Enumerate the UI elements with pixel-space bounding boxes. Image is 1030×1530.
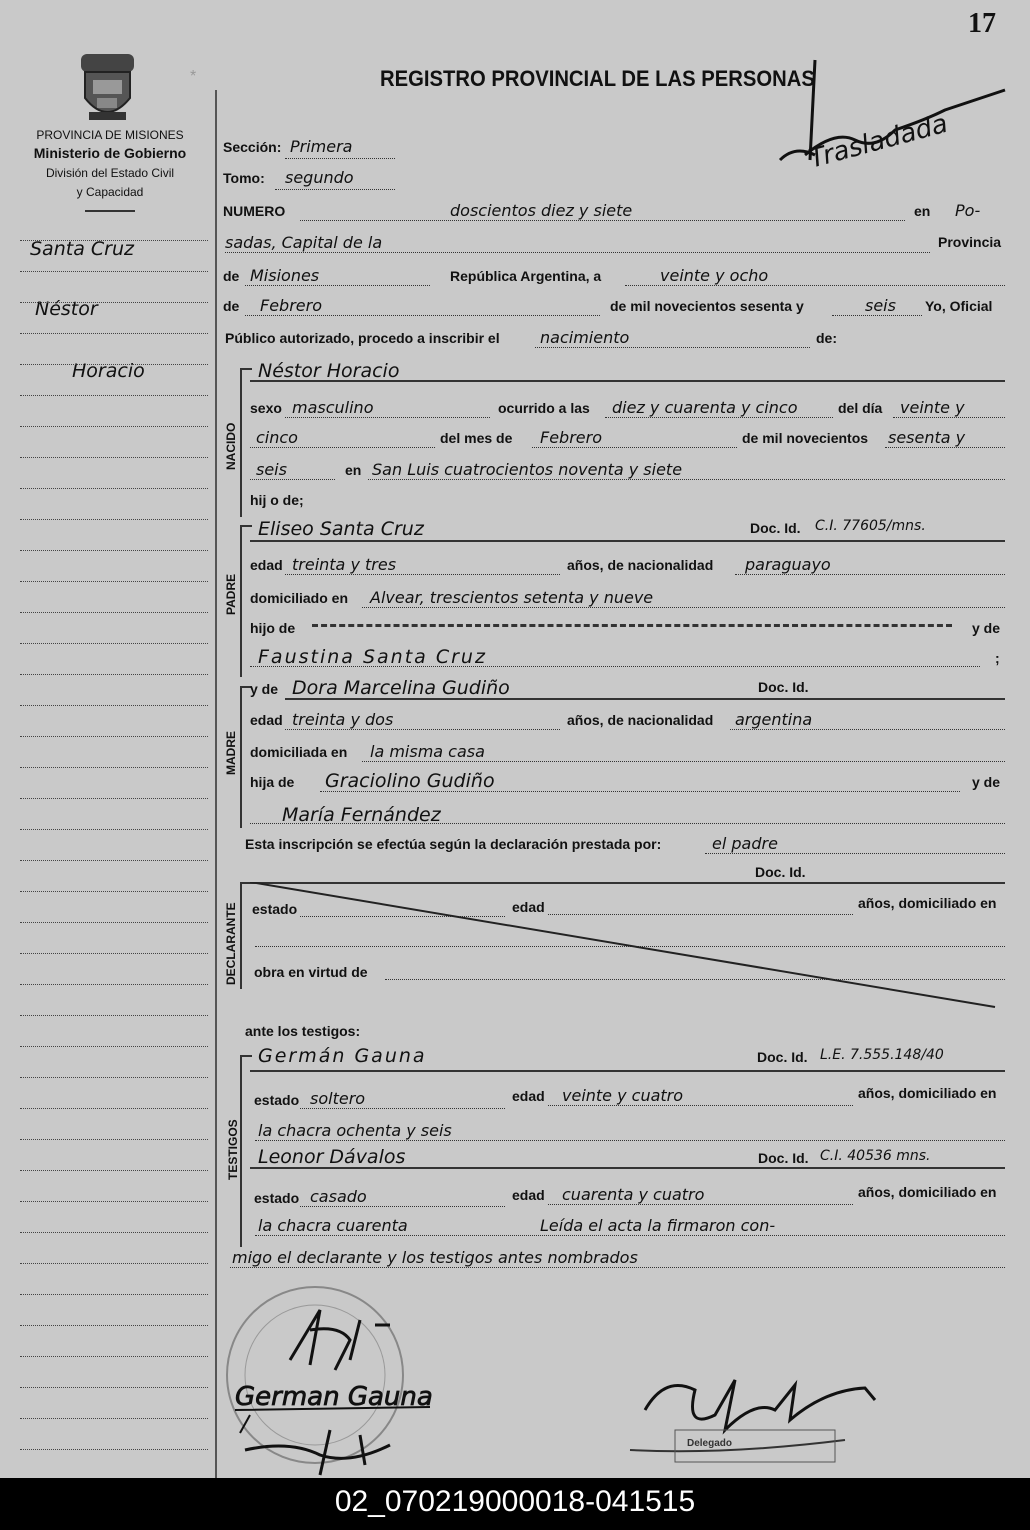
margin-rule xyxy=(20,1449,208,1450)
value-mes: Febrero xyxy=(540,428,602,447)
label-dom-madre: domiciliada en xyxy=(250,744,348,760)
margin-rule xyxy=(20,643,208,644)
footer-id: 02_070219000018-041515 xyxy=(0,1478,1030,1530)
label-sexo: sexo xyxy=(250,400,282,416)
value-fecha-mes: Febrero xyxy=(260,296,322,315)
margin-rule xyxy=(20,922,208,923)
label-yo-oficial: Yo, Oficial xyxy=(925,298,993,314)
label-tomo: Tomo: xyxy=(223,170,265,186)
label-republica: República Argentina, a xyxy=(450,268,602,284)
margin-rule xyxy=(20,1294,208,1295)
value-tomo: segundo xyxy=(285,168,354,187)
margin-rule xyxy=(20,767,208,768)
margin-rule xyxy=(20,1139,208,1140)
label-hija-de: hija de xyxy=(250,774,295,790)
margin-rule xyxy=(20,271,208,272)
margin-rule xyxy=(20,891,208,892)
value-nombre: Néstor Horacio xyxy=(258,360,400,382)
label-domiciliado-t2: años, domiciliado en xyxy=(858,1184,997,1200)
line xyxy=(285,698,1005,700)
line xyxy=(362,607,1005,608)
margin-rule xyxy=(20,1015,208,1016)
line xyxy=(548,1105,853,1106)
label-doc-declarante: Doc. Id. xyxy=(755,864,806,880)
margin-name-1: Néstor xyxy=(35,298,98,320)
line xyxy=(285,729,560,730)
line xyxy=(285,417,490,418)
value-padre-doc: C.I. 77605/mns. xyxy=(815,518,926,534)
margin-name-2: Horacio xyxy=(72,360,145,382)
line xyxy=(730,729,1005,730)
line xyxy=(300,1206,505,1207)
value-madre-edad: treinta y dos xyxy=(292,710,394,729)
value-cierre-2: migo el declarante y los testigos antes nombrados xyxy=(232,1248,638,1267)
margin-rule xyxy=(20,1356,208,1357)
value-madre-dom: la misma casa xyxy=(370,742,485,761)
line xyxy=(250,540,1005,542)
label-doc-madre: Doc. Id. xyxy=(758,679,809,695)
value-cierre-1: Leída el acta la firmaron con- xyxy=(540,1216,776,1235)
label-provincia: Provincia xyxy=(938,234,1002,250)
label-del-dia: del día xyxy=(838,400,883,416)
label-edad-padre: edad xyxy=(250,557,283,573)
margin-rule xyxy=(20,1418,208,1419)
value-lugar-nac: San Luis cuatrocientos noventa y siete xyxy=(372,460,683,479)
value-fecha-dia: veinte y ocho xyxy=(660,266,769,285)
label-estado-t2: estado xyxy=(254,1190,300,1206)
label-nac-padre: años, de nacionalidad xyxy=(567,557,714,573)
value-testigo2-estado: casado xyxy=(310,1187,367,1206)
value-testigo1-doc: L.E. 7.555.148/40 xyxy=(820,1047,944,1063)
label-de-mil-nov: de mil novecientos xyxy=(742,430,869,446)
section-nacido: NACIDO xyxy=(224,422,238,470)
label-obra: obra en virtud de xyxy=(254,964,368,980)
header-division: División del Estado Civil xyxy=(45,166,175,180)
margin-rule xyxy=(20,457,208,458)
label-semicolon: ; xyxy=(995,650,1000,666)
margin-rule xyxy=(20,240,208,241)
margin-rule xyxy=(20,395,208,396)
line xyxy=(250,1167,1005,1169)
value-en: Po- xyxy=(955,201,981,220)
header-ministry: Ministerio de Gobierno xyxy=(33,145,187,161)
value-madre-padre: Graciolino Gudiño xyxy=(325,770,495,792)
margin-rule xyxy=(20,1232,208,1233)
label-doc-testigo2: Doc. Id. xyxy=(758,1150,809,1166)
margin-stamp-text: Trasladada xyxy=(805,108,951,175)
label-publico: Público autorizado, procedo a inscribir el xyxy=(225,330,500,346)
line xyxy=(285,574,560,575)
value-padre-madre: Faustina Santa Cruz xyxy=(258,646,487,668)
margin-rule xyxy=(20,1077,208,1078)
margin-rule xyxy=(20,426,208,427)
label-en: en xyxy=(914,203,931,219)
line xyxy=(885,447,1005,448)
line xyxy=(250,447,435,448)
margin-rule xyxy=(20,953,208,954)
stamp-label: Delegado xyxy=(687,1438,733,1449)
line xyxy=(300,1108,505,1109)
faded-bleedthrough: * xyxy=(190,68,228,85)
label-en-lugar: en xyxy=(345,462,362,478)
label-doc-padre: Doc. Id. xyxy=(750,520,801,536)
margin-rule xyxy=(20,798,208,799)
label-seccion: Sección: xyxy=(223,139,282,155)
label-numero: NUMERO xyxy=(223,203,286,219)
line xyxy=(368,479,1005,480)
struck-line xyxy=(312,624,952,627)
label-edad-t1: edad xyxy=(512,1088,545,1104)
value-testigo2: Leonor Dávalos xyxy=(258,1146,406,1168)
signature-testigo2 xyxy=(240,1425,400,1478)
value-testigo2-doc: C.I. 40536 mns. xyxy=(820,1148,931,1164)
value-testigo1-edad: veinte y cuatro xyxy=(562,1086,684,1105)
line xyxy=(275,189,395,190)
signature-oficial xyxy=(625,1360,895,1470)
margin-rule xyxy=(20,581,208,582)
header-province: PROVINCIA DE MISIONES xyxy=(36,128,184,142)
value-padre-nombre: Eliseo Santa Cruz xyxy=(258,518,424,540)
label-estado-t1: estado xyxy=(254,1092,300,1108)
value-padre-nac: paraguayo xyxy=(745,555,831,574)
line xyxy=(705,853,1005,854)
line xyxy=(250,1070,1005,1072)
margin-rule xyxy=(20,860,208,861)
margin-stamp-trasladada xyxy=(775,40,1015,180)
value-madre-nombre: Dora Marcelina Gudiño xyxy=(292,677,510,699)
value-acto: nacimiento xyxy=(540,328,630,347)
label-nac-madre: años, de nacionalidad xyxy=(567,712,714,728)
line xyxy=(535,347,810,348)
label-hij-de: hij o de; xyxy=(250,492,304,508)
provincial-crest-icon xyxy=(75,50,140,128)
label-hijo-de: hijo de xyxy=(250,620,296,636)
margin-rule xyxy=(20,1387,208,1388)
section-testigos: TESTIGOS xyxy=(226,1119,240,1180)
line xyxy=(250,666,980,667)
margin-rule xyxy=(20,550,208,551)
value-testigo2-edad: cuarenta y cuatro xyxy=(562,1185,705,1204)
value-padre-dom: Alvear, trescientos setenta y nueve xyxy=(370,588,654,607)
label-edad-t2: edad xyxy=(512,1187,545,1203)
line xyxy=(362,761,1005,762)
line xyxy=(605,417,833,418)
label-estado-decl: estado xyxy=(252,901,298,917)
line xyxy=(245,285,430,286)
margin-rule xyxy=(20,1263,208,1264)
value-padre-edad: treinta y tres xyxy=(292,555,397,574)
margin-rule xyxy=(20,333,208,334)
label-doc-testigo1: Doc. Id. xyxy=(757,1049,808,1065)
label-del-mes: del mes de xyxy=(440,430,513,446)
line xyxy=(735,574,1005,575)
margin-rule xyxy=(20,1046,208,1047)
value-provincia: Misiones xyxy=(250,266,320,285)
section-madre: MADRE xyxy=(224,731,238,775)
line xyxy=(625,285,1005,286)
bracket-testigos xyxy=(240,1055,252,1247)
margin-rule xyxy=(20,705,208,706)
value-testigo1-estado: soltero xyxy=(310,1089,366,1108)
margin-divider xyxy=(215,90,217,1478)
margin-rule xyxy=(20,1170,208,1171)
margin-rule xyxy=(20,364,208,365)
line xyxy=(255,1235,1005,1236)
value-testigo2-dom: la chacra cuarenta xyxy=(258,1216,408,1235)
value-sexo: masculino xyxy=(292,398,374,417)
label-domiciliado-decl: años, domiciliado en xyxy=(858,895,997,911)
document-title: REGISTRO PROVINCIAL DE LAS PERSONAS xyxy=(380,66,815,91)
value-lugar: sadas, Capital de la xyxy=(225,233,383,252)
margin-rule xyxy=(20,829,208,830)
value-testigo1: Germán Gauna xyxy=(258,1045,427,1067)
label-domiciliado-t1: años, domiciliado en xyxy=(858,1085,997,1101)
line xyxy=(893,417,1005,418)
margin-rule xyxy=(20,302,208,303)
margin-rule xyxy=(20,519,208,520)
value-anio-nac-2: seis xyxy=(256,460,287,479)
margin-rule xyxy=(20,612,208,613)
label-edad-decl: edad xyxy=(512,899,545,915)
header-rule xyxy=(85,210,135,212)
line xyxy=(250,479,335,480)
value-hora: diez y cuarenta y cinco xyxy=(612,398,798,417)
value-numero: doscientos diez y siete xyxy=(450,201,633,220)
label-de-2: de xyxy=(223,298,240,314)
value-dia-2: cinco xyxy=(256,428,298,447)
line xyxy=(832,315,922,316)
line xyxy=(250,823,1005,824)
page-number: 17 xyxy=(968,8,996,39)
line xyxy=(532,447,737,448)
line xyxy=(225,252,930,253)
signature-testigo1-text: German Gauna xyxy=(235,1382,433,1412)
margin-rule xyxy=(20,736,208,737)
line xyxy=(300,220,905,221)
value-seccion: Primera xyxy=(290,137,353,156)
value-testigo1-dom: la chacra ochenta y seis xyxy=(258,1121,452,1140)
value-anio: seis xyxy=(865,296,896,315)
line xyxy=(285,158,395,159)
line xyxy=(245,315,600,316)
margin-surname: Santa Cruz xyxy=(30,238,134,260)
label-ocurrido: ocurrido a las xyxy=(498,400,590,416)
value-madre-nac: argentina xyxy=(735,710,813,729)
margin-rule xyxy=(20,488,208,489)
label-de-mil: de mil novecientos sesenta y xyxy=(610,298,804,314)
label-de-colon: de: xyxy=(816,330,837,346)
margin-rule xyxy=(20,674,208,675)
line xyxy=(320,791,960,792)
label-de: de xyxy=(223,268,240,284)
label-y-de-madre: y de xyxy=(250,681,279,697)
value-dia: veinte y xyxy=(900,398,965,417)
line xyxy=(548,1204,853,1205)
line xyxy=(255,1140,1005,1141)
label-y-de-madre-2: y de xyxy=(972,774,1001,790)
header-capacity: y Capacidad xyxy=(76,185,144,199)
value-madre-madre: María Fernández xyxy=(282,804,441,826)
label-y-de-padre: y de xyxy=(972,620,1001,636)
label-edad-madre: edad xyxy=(250,712,283,728)
margin-rule xyxy=(20,1201,208,1202)
label-ante-testigos: ante los testigos: xyxy=(245,1023,361,1039)
margin-rule xyxy=(20,1108,208,1109)
value-anio-nac: sesenta y xyxy=(888,428,966,447)
label-dom-padre: domiciliado en xyxy=(250,590,349,606)
section-declarante: DECLARANTE xyxy=(224,902,238,985)
value-declarante: el padre xyxy=(712,834,778,853)
section-padre: PADRE xyxy=(224,573,238,615)
label-declaracion: Esta inscripción se efectúa según la declaración prestada por: xyxy=(245,836,662,852)
margin-rule xyxy=(20,984,208,985)
margin-rule xyxy=(20,1325,208,1326)
line xyxy=(250,380,1005,382)
cancel-diagonal xyxy=(250,882,1010,1012)
